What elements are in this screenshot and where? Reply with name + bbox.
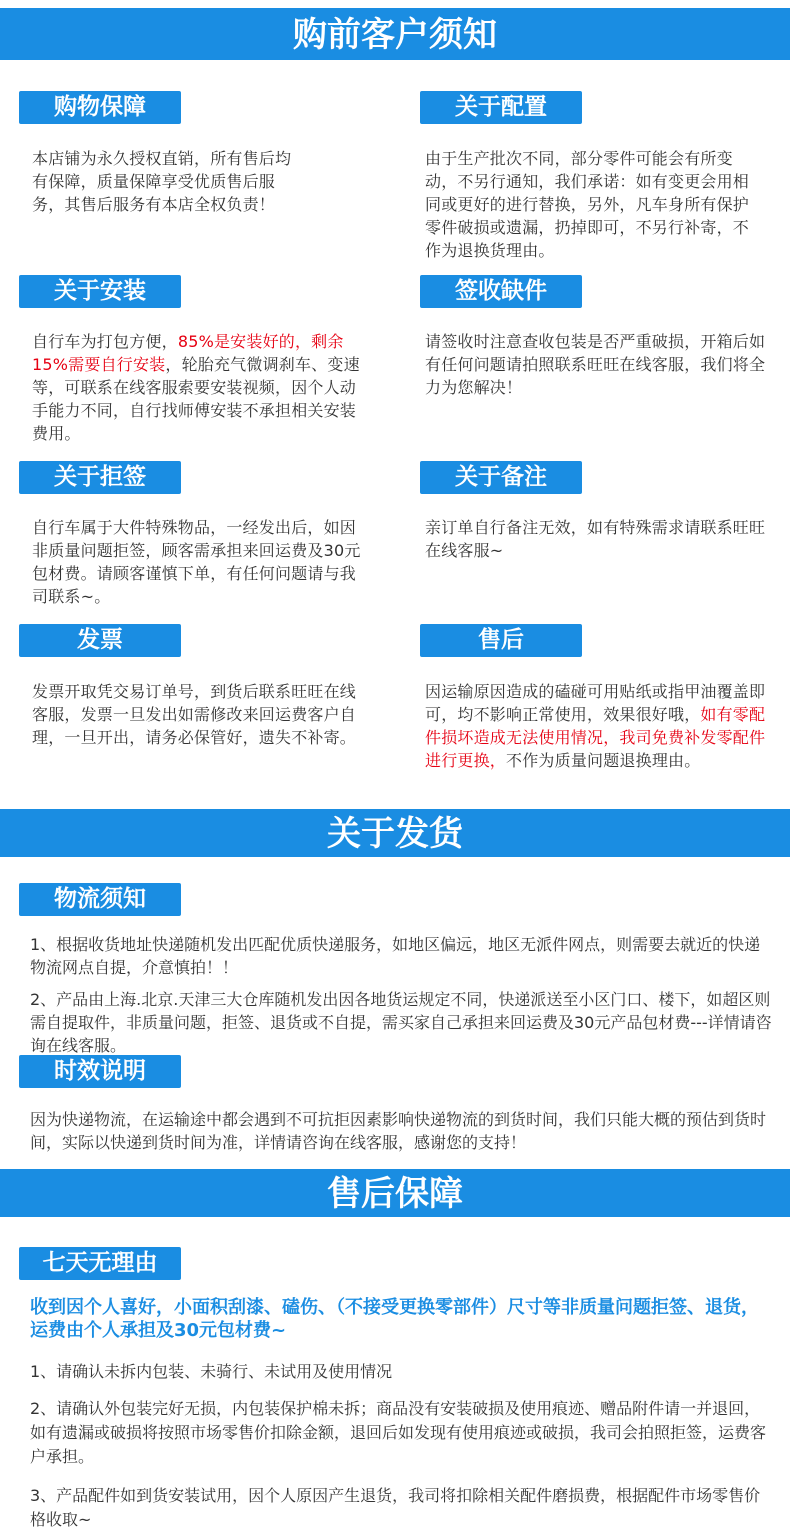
section-text-remarks: 亲订单自行备注无效，如有特殊需求请联系旺旺在线客服~ [425,518,766,560]
section-text-refusal: 自行车属于大件特殊物品，一经发出后，如因非质量问题拒签，顾客需承担来回运费及30元包材费。请顾客谨慎下单，有任何问题请与我司联系~。 [32,518,361,606]
banner-title: 售后保障 [327,1174,463,1214]
seven-days-item-1: 1、请确认未拆内包装、未骑行、未试用及使用情况 [30,1362,393,1381]
installation-text-b: ，轮胎充气微调刹车、变速等，可联系在线客服索要安装视频，因个人动手能力不同，自行找师傅安装不承担相关安装费用。 [32,355,360,443]
after-service-text-highlight: 如有零配件损坏造成无法使用情况，我司免费补发零配件进行更换， [425,705,766,770]
logistics-item-2: 2、产品由上海.北京.天津三大仓库随机发出因各地货运规定不同，快递派送至小区门口、楼下，如超区则需自提取件，非质量问题，拒签、退货或不自提，需买家自己承担来回运费及30元产品包材费---详情请咨询在线客服。 [30,990,772,1055]
banner-title: 购前客户须知 [293,15,497,55]
seven-days-highlight: 收到因个人喜好，小面积刮漆、磕伤、（不接受更换零部件）尺寸等非质量问题拒签、退货，运费由个人承担及30元包材费~ [30,1297,759,1341]
section-title-installation: 关于安装 [19,275,181,308]
section-text-missing-parts: 请签收时注意查收包装是否严重破损，开箱后如有任何问题请拍照联系旺旺在线客服，我们将全力为您解决！ [425,332,766,397]
banner-pre-purchase [0,8,790,60]
banner-after-sales [0,1169,790,1217]
section-title-seven-days: 七天无理由 [19,1247,181,1280]
section-title-invoice: 发票 [19,624,181,657]
section-text-shopping-guarantee: 本店铺为永久授权直销，所有售后均有保障，质量保障享受优质售后服务，其售后服务有本店全权负责！ [32,149,292,214]
section-text-configuration: 由于生产批次不同，部分零件可能会有所变动，不另行通知，我们承诺：如有变更会用相同或更好的进行替换，另外，凡车身所有保护零件破损或遗漏，扔掉即可，不另行补寄，不作为退换货理由。 [425,149,750,260]
section-text-installation [32,330,372,445]
banner-shipping [0,809,790,857]
installation-text-highlight: 85%是安装好的，剩余15%需要自行安装 [32,332,344,374]
section-title-after-service: 售后 [420,624,582,657]
section-text-after-service [425,680,767,772]
section-text-timing: 因为快递物流，在运输途中都会遇到不可抗拒因素影响快递物流的到货时间，我们只能大概的预估到货时间，实际以快递到货时间为准，详情请咨询在线客服，感谢您的支持！ [30,1110,767,1152]
section-title-missing-parts: 签收缺件 [420,275,582,308]
section-title-configuration: 关于配置 [420,91,582,124]
section-text-invoice: 发票开取凭交易订单号，到货后联系旺旺在线客服，发票一旦发出如需修改来回运费客户自理，一旦开出，请务必保管好，遗失不补寄。 [32,682,357,747]
section-title-remarks: 关于备注 [420,461,582,494]
after-service-text-b: 不作为质量问题退换理由。 [506,751,701,770]
logistics-item-1: 1、根据收货地址快递随机发出匹配优质快递服务，如地区偏远，地区无派件网点，则需要去就近的快递物流网点自提，介意慎拍！！ [30,935,761,977]
seven-days-item-2: 2、请确认外包装完好无损，内包装保护棉未拆；商品没有安装破损及使用痕迹、赠品附件请一并退回，如有遗漏或破损将按照市场零售价扣除金额，退回后如发现有使用痕迹或破损，我司会拍照拒签，运费客户承担。 [30,1399,767,1466]
seven-days-item-3: 3、产品配件如到货安装试用，因个人原因产生退货，我司将扣除相关配件磨损费，根据配件市场零售价格收取~ [30,1486,761,1529]
banner-title: 关于发货 [327,814,463,854]
section-title-refusal: 关于拒签 [19,461,181,494]
installation-text-a: 自行车为打包方便， [32,332,178,351]
section-title-timing: 时效说明 [19,1055,181,1088]
after-service-text-a: 因运输原因造成的磕碰可用贴纸或指甲油覆盖即可，均不影响正常使用，效果很好哦， [425,682,766,724]
section-title-logistics: 物流须知 [19,883,181,916]
section-title-shopping-guarantee: 购物保障 [19,91,181,124]
